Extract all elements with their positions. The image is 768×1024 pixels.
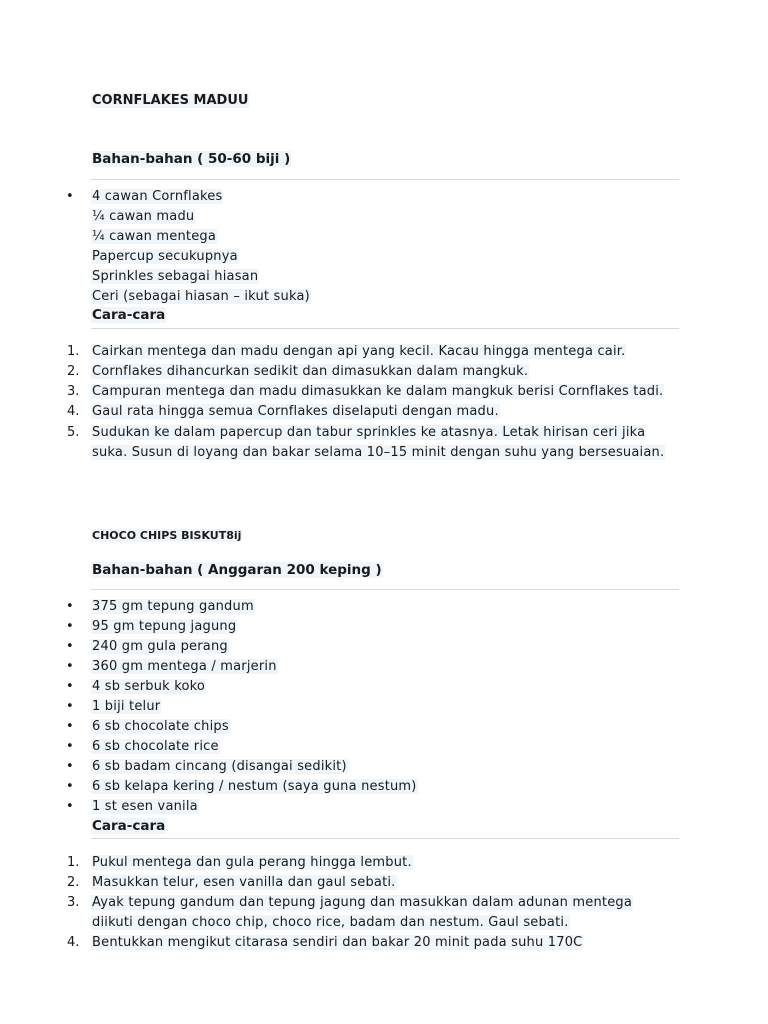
bullet: •	[66, 759, 74, 774]
bullet: •	[66, 189, 74, 204]
step-text: Campuran mentega dan madu dimasukkan ke dalam mangkuk berisi Cornflakes tadi.	[92, 384, 664, 399]
bullet: •	[66, 799, 74, 814]
step-text: Bentukkan mengikut citarasa sendiri dan bakar 20 minit pada suhu 170C	[92, 935, 583, 950]
divider	[91, 179, 679, 180]
step-number: 1.	[67, 855, 80, 870]
recipe2-ingredients-heading: Bahan-bahan ( Anggaran 200 keping )	[92, 562, 382, 578]
step-number: 4.	[67, 935, 80, 950]
step-text: Ayak tepung gandum dan tepung jagung dan masukkan dalam adunan mentega	[92, 895, 633, 910]
list-item: 1 biji telur	[92, 699, 161, 714]
step-text: Cairkan mentega dan madu dengan api yang kecil. Kacau hingga mentega cair.	[92, 344, 626, 359]
list-item: Sprinkles sebagai hiasan	[92, 269, 259, 284]
list-item: Papercup secukupnya	[92, 249, 238, 264]
divider	[91, 328, 679, 329]
list-item: 375 gm tepung gandum	[92, 599, 254, 614]
list-item: Ceri (sebagai hiasan – ikut suka)	[92, 289, 310, 304]
list-item: 95 gm tepung jagung	[92, 619, 237, 634]
list-item: ¼ cawan mentega	[92, 229, 217, 244]
bullet: •	[66, 659, 74, 674]
list-item: 4 cawan Cornflakes	[92, 189, 223, 204]
list-item: 6 sb kelapa kering / nestum (saya guna nestum)	[92, 779, 417, 794]
bullet: •	[66, 779, 74, 794]
step-text: Masukkan telur, esen vanilla dan gaul sebati.	[92, 875, 396, 890]
recipe2-method-heading: Cara-cara	[92, 818, 166, 834]
divider	[91, 838, 679, 839]
list-item: 360 gm mentega / marjerin	[92, 659, 277, 674]
bullet: •	[66, 679, 74, 694]
list-item: 6 sb badam cincang (disangai sedikit)	[92, 759, 347, 774]
step-text: diikuti dengan choco chip, choco rice, badam dan nestum. Gaul sebati.	[92, 915, 569, 930]
list-item: 240 gm gula perang	[92, 639, 228, 654]
recipe1-title: CORNFLAKES MADUU	[92, 93, 249, 108]
bullet: •	[66, 599, 74, 614]
step-number: 4.	[67, 404, 80, 419]
list-item: 4 sb serbuk koko	[92, 679, 206, 694]
step-number: 3.	[67, 895, 80, 910]
step-number: 5.	[67, 425, 80, 440]
recipe1-method-heading: Cara-cara	[92, 307, 166, 323]
step-text: Sudukan ke dalam papercup dan tabur sprinkles ke atasnya. Letak hirisan ceri jika	[92, 425, 646, 440]
divider	[91, 589, 679, 590]
bullet: •	[66, 699, 74, 714]
list-item: ¼ cawan madu	[92, 209, 195, 224]
bullet: •	[66, 719, 74, 734]
step-text: Pukul mentega dan gula perang hingga lembut.	[92, 855, 412, 870]
step-number: 2.	[67, 364, 80, 379]
step-number: 1.	[67, 344, 80, 359]
step-text: Cornflakes dihancurkan sedikit dan dimasukkan dalam mangkuk.	[92, 364, 529, 379]
bullet: •	[66, 639, 74, 654]
recipe2-title: CHOCO CHIPS BISKUT8ij	[92, 529, 242, 542]
recipe1-ingredients-heading: Bahan-bahan ( 50-60 biji )	[92, 151, 291, 167]
list-item: 6 sb chocolate chips	[92, 719, 229, 734]
list-item: 6 sb chocolate rice	[92, 739, 219, 754]
step-text: suka. Susun di loyang dan bakar selama 10–15 minit dengan suhu yang bersesuaian.	[92, 445, 665, 460]
bullet: •	[66, 739, 74, 754]
step-number: 3.	[67, 384, 80, 399]
list-item: 1 st esen vanila	[92, 799, 198, 814]
step-text: Gaul rata hingga semua Cornflakes diselaputi dengan madu.	[92, 404, 499, 419]
step-number: 2.	[67, 875, 80, 890]
bullet: •	[66, 619, 74, 634]
